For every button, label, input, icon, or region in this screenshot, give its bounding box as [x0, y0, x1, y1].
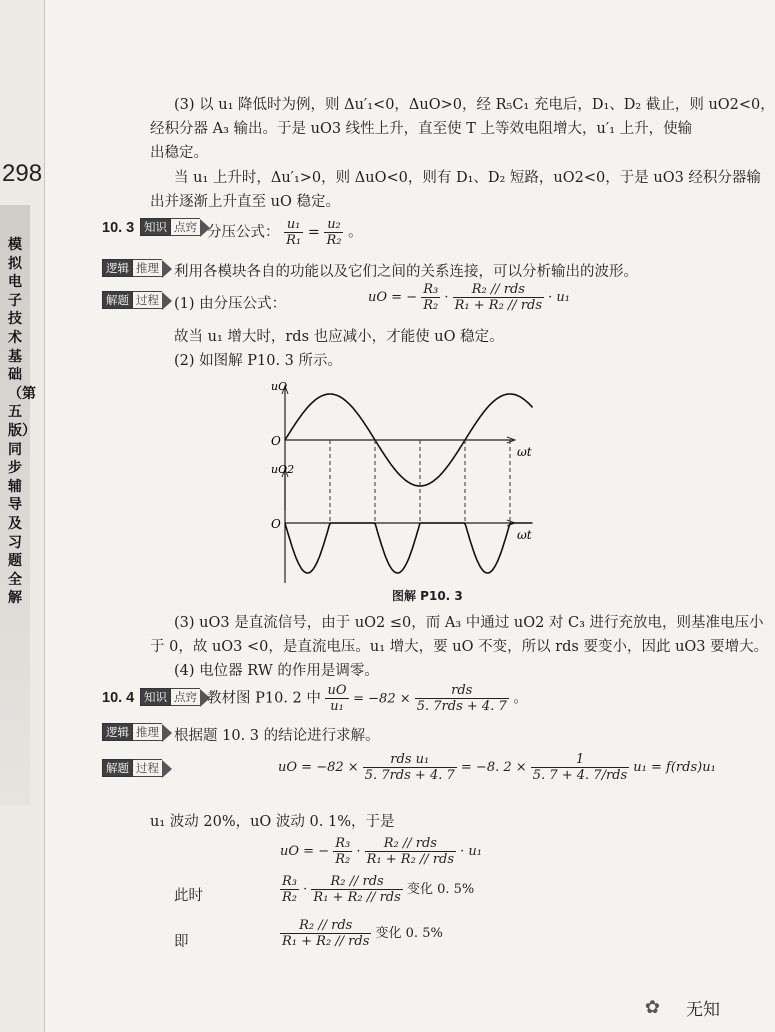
solution-tag: 解题 过程 — [102, 760, 172, 778]
para-3-line-2: 经积分器 A₃ 输出。于是 uO3 线性上升，直至使 T 上等效电阻增大，u′₁ 上升，使输 — [150, 121, 693, 137]
knowledge-tag: 知识 点窍 — [140, 219, 210, 237]
logic-text: 利用各模块各自的功能以及它们之间的关系连接，可以分析输出的波形。 — [174, 264, 638, 280]
solution-tag: 解题 过程 — [102, 292, 172, 310]
text-line: u₁ 波动 20%，uO 波动 0. 1%，于是 — [150, 814, 395, 830]
wechat-icon: ✿ — [644, 997, 660, 1018]
watermark: 无知 — [686, 1000, 720, 1020]
solution-step-4: (4) 电位器 RW 的作用是调零。 — [174, 663, 379, 679]
fraction: $\frac{\text{u₁}}{\text{R₁}}$ — [286, 217, 302, 248]
equation-1: uO = − $\frac{\text{R₃}}{\text{R₂}}$ · $\frac{\text{R₂ // rds}}{\text{R₁ + R₂ // rds}}$ · u₁ — [368, 282, 571, 313]
equation-1: uO = −82 × $\frac{\text{rds u₁}}{\text{5. 7rds + 4. 7}}$ = −8. 2 × $\frac{1}{\text{5. 7 + 4. 7/rds}}$ u₁ = f(rds)u₁ — [278, 752, 716, 783]
question-number: 10. 4 — [102, 690, 135, 706]
solution-step-1: (1) 由分压公式： — [174, 296, 287, 312]
fraction: $\frac{\text{u₂}}{\text{R₂}}$ — [326, 217, 342, 248]
knowledge-line: 分压公式： $\frac{\text{u₁}}{\text{R₁}}$ = $\frac{\text{u₂}}{\text{R₂}}$ 。 — [207, 217, 363, 248]
origin-label: O — [271, 517, 281, 531]
solution-step-3b: 于 0，故 uO3 <0，是直流电压。u₁ 增大，要 uO 不变，所以 rds 要变小，因此 uO3 要增大。 — [150, 639, 769, 655]
figure-caption: 图解 P10. 3 — [392, 589, 463, 603]
book-title: 模拟电子技术基础（第五版）同步辅导及习题全解 — [8, 237, 36, 607]
waveform-figure — [255, 368, 532, 588]
waveform-uo — [271, 380, 533, 510]
equation-2: uO = − $\frac{\text{R₃}}{\text{R₂}}$ · $\frac{\text{R₂ // rds}}{\text{R₁ + R₂ // rds}}$ · u₁ — [280, 836, 483, 867]
question-number: 10. 3 — [102, 220, 135, 236]
logic-text: 根据题 10. 3 的结论进行求解。 — [174, 728, 380, 744]
para-3-line-4: 当 u₁ 上升时，Δu′₁>0，则 ΔuO<0，则有 D₁、D₂ 短路，uO2<0，于是 uO3 经积分器输 — [174, 170, 761, 186]
y-axis-label: uO — [271, 380, 288, 393]
knowledge-line: 教材图 P10. 2 中 $\frac{uO}{\text{u₁}}$ = −82 × $\frac{\text{rds}}{\text{5. 7rds + 4. 7}}$ 。 — [207, 683, 528, 714]
y-axis-label: uO2 — [271, 463, 295, 476]
page-number: 298 — [2, 160, 43, 187]
x-axis-label: ωt — [517, 528, 532, 542]
logic-tag: 逻辑 推理 — [102, 260, 172, 278]
equation-3: $\frac{\text{R₃}}{\text{R₂}}$ · $\frac{\text{R₂ // rds}}{\text{R₁ + R₂ // rds}}$ 变化 0. 5% — [282, 874, 475, 905]
para-3-line-5: 出并逐渐上升直至 uO 稳定。 — [150, 194, 340, 210]
x-axis-label: ωt — [517, 445, 532, 459]
text-line: 此时 — [174, 888, 203, 904]
origin-label: O — [271, 434, 281, 448]
knowledge-tag: 知识 点窍 — [140, 689, 210, 707]
para-3-line-3: 出稳定。 — [150, 145, 208, 161]
solution-step-1b: 故当 u₁ 增大时，rds 也应减小，才能使 uO 稳定。 — [174, 329, 504, 345]
para-3-line-1: (3) 以 u₁ 降低时为例，则 Δu′₁<0，ΔuO>0，经 R₅C₁ 充电后，D₁、D₂ 截止，则 uO2<0， — [174, 97, 775, 113]
solution-step-3a: (3) uO3 是直流信号，由于 uO2 ≤0，而 A₃ 中通过 uO2 对 C₃ 进行充放电，则基准电压小 — [174, 615, 764, 631]
text-line: 即 — [174, 934, 189, 950]
logic-tag: 逻辑 推理 — [102, 724, 172, 742]
waveform-uo2 — [271, 463, 533, 583]
solution-step-2: (2) 如图解 P10. 3 所示。 — [174, 353, 343, 369]
series-line — [285, 523, 533, 573]
equation-4: $\frac{\text{R₂ // rds}}{\text{R₁ + R₂ // rds}}$ 变化 0. 5% — [282, 918, 443, 949]
